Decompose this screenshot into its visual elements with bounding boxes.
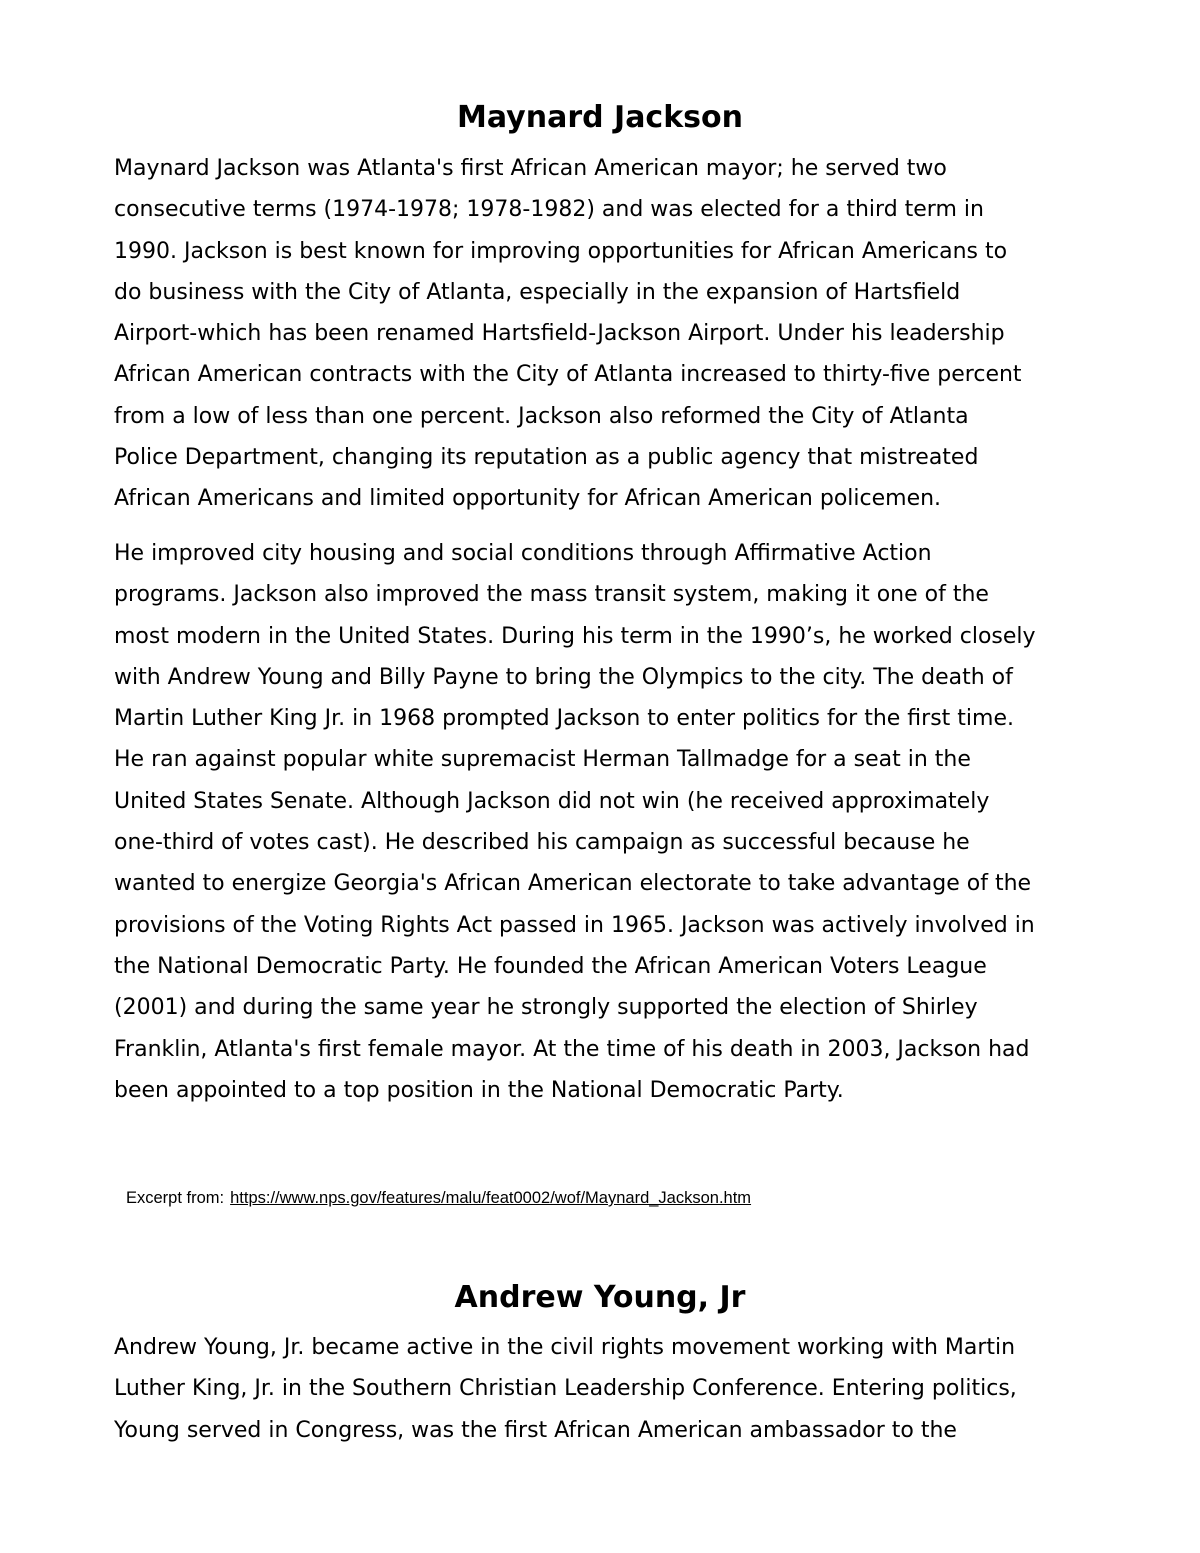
text-line: one-third of votes cast). He described his campaign as successful because he	[114, 830, 970, 856]
text-line: been appointed to a top position in the National Democratic Party.	[114, 1077, 844, 1103]
text-line: from a low of less than one percent. Jackson also reformed the City of Atlanta	[114, 403, 969, 429]
text-line: most modern in the United States. During his term in the 1990’s, he worked closely	[114, 623, 1036, 649]
text-line: 1990. Jackson is best known for improving opportunities for African Americans to	[114, 238, 1008, 264]
text-line: Andrew Young, Jr. became active in the civil rights movement working with Martin	[114, 1335, 1016, 1360]
text-line: He ran against popular white supremacist Herman Tallmadge for a seat in the	[114, 747, 971, 773]
text-line: programs. Jackson also improved the mass transit system, making it one of the	[114, 582, 989, 608]
text-line: the National Democratic Party. He founded the African American Voters League	[114, 953, 987, 979]
text-line: wanted to energize Georgia's African American electorate to take advantage of the	[114, 871, 1032, 897]
source-link[interactable]: https://www.nps.gov/features/malu/feat0002/wof/Maynard_Jackson.htm	[230, 1189, 752, 1207]
text-line: Franklin, Atlanta's first female mayor. At the time of his death in 2003, Jackson had	[114, 1036, 1030, 1062]
text-line: (2001) and during the same year he strongly supported the election of Shirley	[114, 995, 978, 1021]
paragraph-maynard-1	[114, 148, 1114, 520]
text-line: provisions of the Voting Rights Act passed in 1965. Jackson was actively involved in	[114, 912, 1035, 938]
excerpt-label: Excerpt from:	[126, 1189, 225, 1207]
section-title-andrew-young: Andrew Young, Jr	[454, 1280, 746, 1315]
text-line: Young served in Congress, was the first African American ambassador to the	[114, 1417, 957, 1443]
section-title-maynard-jackson: Maynard Jackson	[456, 100, 743, 135]
text-line: United States Senate. Although Jackson did not win (he received approximately	[114, 788, 990, 814]
text-line: African American contracts with the City of Atlanta increased to thirty-five percent	[114, 362, 1022, 388]
excerpt-citation	[126, 1186, 751, 1210]
text-line: He improved city housing and social conditions through Affirmative Action	[114, 541, 932, 566]
text-line: Martin Luther King Jr. in 1968 prompted Jackson to enter politics for the first time.	[114, 706, 1014, 732]
text-line: Police Department, changing its reputation as a public agency that mistreated	[114, 445, 979, 471]
text-line: with Andrew Young and Billy Payne to bring the Olympics to the city. The death of	[114, 664, 1013, 690]
text-line: Luther King, Jr. in the Southern Christian Leadership Conference. Entering politics,	[114, 1376, 1017, 1402]
text-line: Maynard Jackson was Atlanta's first African American mayor; he served two	[114, 156, 947, 181]
text-line: do business with the City of Atlanta, especially in the expansion of Hartsfield	[114, 279, 961, 305]
paragraph-andrew-young-1	[114, 1327, 1114, 1451]
paragraph-maynard-2	[114, 533, 1114, 1111]
text-line: African Americans and limited opportunity for African American policemen.	[114, 486, 942, 512]
text-line: Airport-which has been renamed Hartsfield-Jackson Airport. Under his leadership	[114, 321, 1005, 347]
text-line: consecutive terms (1974-1978; 1978-1982) and was elected for a third term in	[114, 197, 984, 223]
